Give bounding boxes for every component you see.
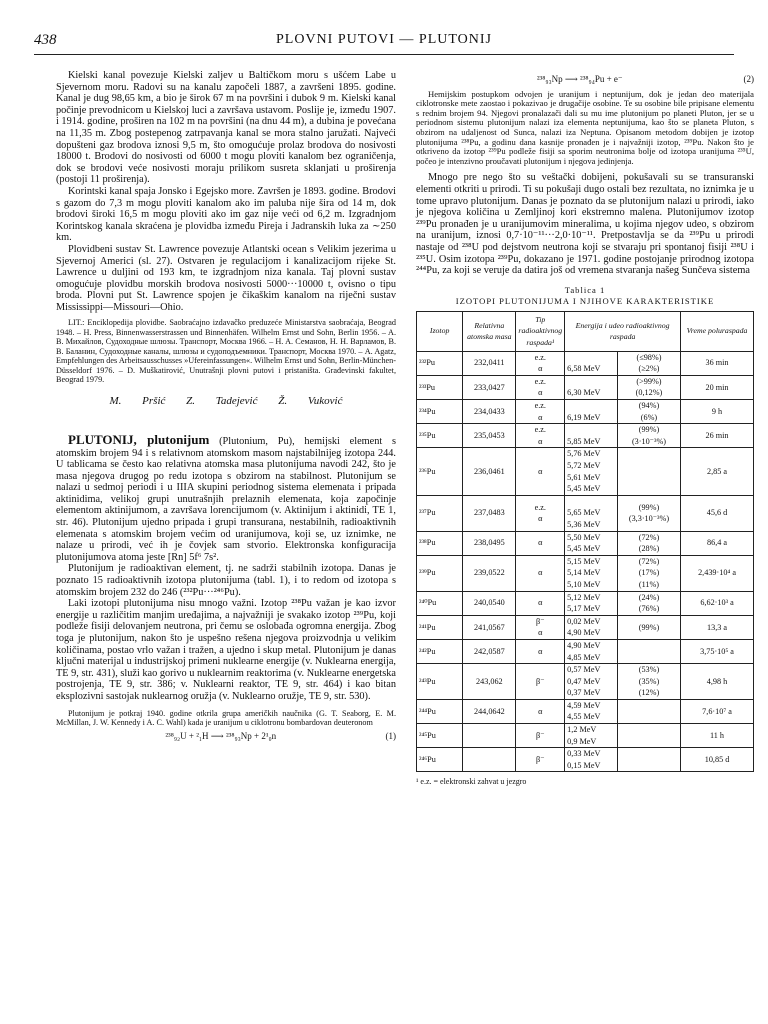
cell-share: (99%) bbox=[617, 615, 680, 639]
cell-decay: α bbox=[516, 699, 565, 723]
cell-halflife: 26 min bbox=[681, 424, 754, 448]
cell-decay: α bbox=[516, 448, 565, 495]
cell-decay: e.z. α bbox=[516, 400, 565, 424]
cell-isotope: ²³⁶Pu bbox=[417, 448, 463, 495]
cell-halflife: 11 h bbox=[681, 724, 754, 748]
cell-isotope: ²³³Pu bbox=[417, 375, 463, 399]
authors: M. Pršić Z. Tadejević Ž. Vuković bbox=[109, 395, 343, 408]
cell-mass bbox=[463, 748, 516, 772]
cell-mass: 242,0587 bbox=[463, 639, 516, 663]
th-half-life: Vreme poluraspada bbox=[681, 311, 754, 351]
cell-decay: β⁻ bbox=[516, 664, 565, 700]
cell-isotope: ²³⁸Pu bbox=[417, 531, 463, 555]
equation-1-formula: ²³⁸₉₂U + ²₁H ⟶ ²³⁸₉₃Np + 2¹₀n bbox=[165, 731, 277, 742]
cell-energy: 1,2 MeV 0,9 MeV bbox=[565, 724, 618, 748]
cell-isotope: ²⁴³Pu bbox=[417, 664, 463, 700]
cell-share: (99%) (3·10⁻³%) bbox=[617, 424, 680, 448]
lawrence-paragraph: Plovidbeni sustav St. Lawrence povezuje Atlantski ocean s Velikim jezerima u Sjevernoj Americi (sl. 27). Ostvaren je regulacijom i kanalizacijom rijeke St. Lawrence u duljini od 193 km, te izgradnjom niza kanala. Taj plovni sustav omogućuje plovidbu morskih brodova nosivosti 5000···10000 t, ovisno o tipu broda. Plovni put St. Lawrence spojen je čikaškim kanalom na riječni sustav Mississippi—Missouri—Ohio. bbox=[56, 243, 396, 313]
cell-share bbox=[617, 699, 680, 723]
cell-mass: 233,0427 bbox=[463, 375, 516, 399]
cell-halflife: 36 min bbox=[681, 351, 754, 375]
korint-paragraph: Korintski kanal spaja Jonsko i Egejsko more. Završen je 1893. godine. Brodovi s gazom do 7,3 m mogu ploviti kanalom ako im paluba nije šira od 14 m, dok brodovi široki 16,5 m mogu ploviti ako im gaz nije veći od 6,2 m. Izgradnjom Korintskog kanala skraćena je plovidba između Pireja i Jadranskih luka za ∼250 km. bbox=[56, 185, 396, 244]
table-caption bbox=[416, 285, 754, 308]
th-energy: Energija i udeo radioaktivnog raspada bbox=[565, 311, 681, 351]
cell-isotope: ²³⁷Pu bbox=[417, 495, 463, 531]
natural-plutonium: Mnogo pre nego što su veštački dobijeni, pokušavali su se transuranski elementi otkriti u prirodi. Ti su pokušaji dugo ostali bez rezultata, no iznimka je u tome upravo plutonijum. Danas je poznato da se plutonijum nalazi u prirodi, iako je njegova količina u Zemljinoj kori ekstremno malena. Plutonijumov izotop ²³⁹Pu pronađen je u uranijumovim mineralima, u kojima njegov udeo, s obzirom na uranijum, iznosi 0,7·10⁻¹¹···2,0·10⁻¹¹. Pretpostavlja se da ²³⁹Pu u prirodi nastaje od ²³⁸U pod dejstvom neutrona koji se stvaraju pri spontanoj fisiji ²³⁸U i ²³⁵U. Osim izotopa ²³⁹Pu, dokazano je 1971. godine postojanje prirodnog izotopa ²⁴⁴Pu, za koji se veruje da datira još od vremena stvaranja našeg Sunčeva sistema bbox=[416, 172, 754, 277]
cell-share bbox=[617, 724, 680, 748]
plutonij-radioactive: Plutonijum je radioaktivan element, tj. ne sadrži stabilnih izotopa. Danas je poznato 15 radioaktivnih izotopa plutonijuma (tabl. 1), i to redom od izotopa s atomskim brojem 232 do 246 (²³²Pu···²⁴⁶Pu). bbox=[56, 563, 396, 598]
right-column bbox=[416, 70, 754, 788]
cell-halflife: 13,3 a bbox=[681, 615, 754, 639]
cell-share: (72%) (28%) bbox=[617, 531, 680, 555]
cell-isotope: ²³⁵Pu bbox=[417, 424, 463, 448]
table-row bbox=[417, 555, 754, 591]
cell-decay: α bbox=[516, 531, 565, 555]
cell-share: (>99%) (0,12%) bbox=[617, 375, 680, 399]
cell-energy: 5,50 MeV 5,45 MeV bbox=[565, 531, 618, 555]
cell-energy: 5,15 MeV 5,14 MeV 5,10 MeV bbox=[565, 555, 618, 591]
plutonij-uses: Laki izotopi plutonijuma nisu mnogo važni. Izotop ²³⁸Pu važan je kao izvor energije u različitim manjim uređajima, a najvažniji je svakako izotop ²³⁹Pu, koji podleže fisiji delovanjem neutrona, pri čemu se oslobađa ogromna energija. Zbog toga je plutonijum, nakon što je uspešno rešena njegova proizvodnja u velikim količinama, postao vrlo važan i tražen, a ujedno i skup metal. Plutonijum je danas ključni materijal u industrijskoj primeni nuklearne energije (v. Nuklearna energija, TE 9, str. 431), služi kao gorivo u nuklearnim reaktorima (v. Nuklearne energetska postrojenja, TE 9, str. 386; v. Nuklearni reaktor, TE 9, str. 464) i kao bitan eksplozivni sastojak nuklearnog oružja (v. Nuklearno oružje, TE 9, str. 530). bbox=[56, 598, 396, 702]
table-row bbox=[417, 531, 754, 555]
cell-energy: 0,02 MeV 4,90 MeV bbox=[565, 615, 618, 639]
cell-isotope: ²³⁹Pu bbox=[417, 555, 463, 591]
plutonij-intro bbox=[56, 431, 396, 564]
cell-decay: α bbox=[516, 639, 565, 663]
table-row bbox=[417, 351, 754, 375]
cell-halflife: 6,62·10³ a bbox=[681, 591, 754, 615]
discovery-note: Plutonijum je potkraj 1940. godine otkrila grupa američkih naučnika (G. T. Seaborg, E. M. McMillan, J. W. Kennedy i A. C. Wahl) kada je uranijum u ciklotronu bombardovan deuteronom bbox=[56, 708, 396, 727]
left-column bbox=[56, 70, 396, 747]
equation-1 bbox=[56, 731, 396, 743]
cell-halflife: 45,6 d bbox=[681, 495, 754, 531]
cell-energy: 5,76 MeV 5,72 MeV 5,61 MeV 5,45 MeV bbox=[565, 448, 618, 495]
cell-isotope: ²⁴⁰Pu bbox=[417, 591, 463, 615]
cell-halflife: 9 h bbox=[681, 400, 754, 424]
page-number: 438 bbox=[34, 32, 57, 48]
cell-halflife: 20 min bbox=[681, 375, 754, 399]
cell-mass: 240,0540 bbox=[463, 591, 516, 615]
th-isotope: Izotop bbox=[417, 311, 463, 351]
cell-decay: e.z. α bbox=[516, 424, 565, 448]
equation-2-number: (2) bbox=[743, 74, 754, 84]
table-row bbox=[417, 639, 754, 663]
cell-share bbox=[617, 748, 680, 772]
cell-halflife: 4,98 h bbox=[681, 664, 754, 700]
cell-share bbox=[617, 448, 680, 495]
cell-energy: 5,12 MeV 5,17 MeV bbox=[565, 591, 618, 615]
table-row bbox=[417, 495, 754, 531]
cell-energy: 0,57 MeV 0,47 MeV 0,37 MeV bbox=[565, 664, 618, 700]
page-header bbox=[34, 32, 734, 55]
cell-halflife: 86,4 a bbox=[681, 531, 754, 555]
table-row bbox=[417, 448, 754, 495]
cell-halflife: 3,75·10⁵ a bbox=[681, 639, 754, 663]
cell-mass: 236,0461 bbox=[463, 448, 516, 495]
table-row bbox=[417, 664, 754, 700]
plutonij-heading: PLUTONIJ, plutonijum bbox=[68, 431, 210, 447]
cell-decay: α bbox=[516, 555, 565, 591]
cell-isotope: ²⁴¹Pu bbox=[417, 615, 463, 639]
cell-mass: 234,0433 bbox=[463, 400, 516, 424]
cell-energy: 0,33 MeV 0,15 MeV bbox=[565, 748, 618, 772]
cell-isotope: ²⁴⁶Pu bbox=[417, 748, 463, 772]
cell-energy: 4,90 MeV 4,85 MeV bbox=[565, 639, 618, 663]
equation-1-number: (1) bbox=[385, 731, 396, 742]
cell-decay: e.z. α bbox=[516, 351, 565, 375]
cell-share: (≤98%) (≥2%) bbox=[617, 351, 680, 375]
cell-energy: 5,85 MeV bbox=[565, 424, 618, 448]
cell-mass: 241,0567 bbox=[463, 615, 516, 639]
table-number: Tablica 1 bbox=[564, 284, 606, 295]
table-footnote: ¹ e.z. = elektronski zahvat u jezgro bbox=[416, 777, 527, 787]
cell-energy: 6,30 MeV bbox=[565, 375, 618, 399]
cell-mass: 239,0522 bbox=[463, 555, 516, 591]
cell-decay: e.z. α bbox=[516, 375, 565, 399]
cell-isotope: ²³⁴Pu bbox=[417, 400, 463, 424]
th-mass: Relativna atomska masa bbox=[463, 311, 516, 351]
table-row bbox=[417, 748, 754, 772]
cell-share: (99%) (3,3·10⁻³%) bbox=[617, 495, 680, 531]
cell-energy: 4,59 MeV 4,55 MeV bbox=[565, 699, 618, 723]
cell-halflife: 2,85 a bbox=[681, 448, 754, 495]
cell-halflife: 10,85 d bbox=[681, 748, 754, 772]
table-row bbox=[417, 699, 754, 723]
cell-isotope: ²⁴⁵Pu bbox=[417, 724, 463, 748]
table-header-row bbox=[417, 311, 754, 351]
table-title: IZOTOPI PLUTONIJUMA I NJIHOVE KARAKTERISTIKE bbox=[455, 296, 715, 307]
plutonij-intro-text: (Plutonium, Pu), hemijski element s atomskim brojem 94 i s relativnom atomskom masom najstabilnijeg izotopa 244. U tablicama se često kao relativna atomska masa plutonijuma navodi 242, što je masa njegova drugog po redu izotopa s obzirom na stabilnost. Plutonijum se nalazi u sedmoj periodi i u IIIA skupini periodnog sistema elemenata i pripada aktinidima, velikoj grupi unutrašnjih prelaznih elemenata, koja započinje elementom aktinijumom, a završava lorencijumom (v. Aktinijum i aktinidi, TE 1, str. 46). Plutonijum ujedno pripada i grupi transurana, nestabilnih, radioaktivnih elemenata s atomskim brojem većim od uranijumova, koji se, uz iznimke, ne nalaze u prirodi, već ih je čovjek sam stvorio. Elektronska konfiguracija plutonijumova atoma jeste [Rn] 5f⁶ 7s². bbox=[56, 435, 396, 563]
cell-halflife: 7,6·10⁷ a bbox=[681, 699, 754, 723]
cell-energy: 5,65 MeV 5,36 MeV bbox=[565, 495, 618, 531]
cell-share: (24%) (76%) bbox=[617, 591, 680, 615]
cell-isotope: ²⁴⁴Pu bbox=[417, 699, 463, 723]
table-row bbox=[417, 591, 754, 615]
cell-mass: 235,0453 bbox=[463, 424, 516, 448]
discovery-details: Hemijskim postupkom odvojen je uranijum i neptunijum, dok je jedan deo materijala ciklotronske mete zaostao i pokazivao je drugačije osobine. Te su osobine bile pripisane elementu s rednim brojem 94. Njegovi pronalazači dali su mu ime plutonijum po planeti Pluton, jer se u periodnom sistemu plutonijum nalazi iza elementa neptunijuma, kao što se planeta Pluton, s obzirom na udaljenost od Sunca, nalazi iza Neptuna. Opisanom metodom dobijen je izotop plutonijuma ²³⁸Pu, a godinu dana kasnije pronađen je i najvažniji izotop, ²³⁹Pu. Nakon što je otkriveno da izotop ²³⁹Pu podleže fisiji sa sporim neutronima bolje od izotopa uranijuma ²³⁵U, počeo je intenzivno proučavati plutonijum i njegova jedinjenja. bbox=[416, 88, 754, 166]
cell-decay: β⁻ bbox=[516, 724, 565, 748]
table-row bbox=[417, 615, 754, 639]
cell-share: (72%) (17%) (11%) bbox=[617, 555, 680, 591]
cell-share bbox=[617, 639, 680, 663]
cell-mass: 243,062 bbox=[463, 664, 516, 700]
kiel-paragraph: Kielski kanal povezuje Kielski zaljev u Baltičkom moru s ušćem Labe u Sjevernom moru. Radovi su na kanalu započeli 1887, a završeni 1895. godine. Kanal je dug 98,65 km, a bio je širok 67 m na površini i dubok 9 m. Kielski kanal počinje prevodnicom u Kielskoj luci a završava ustavom. Poslije je, između 1907. i 1914. godine, proširen na 102 m na površini (na dnu 44 m), a dubina je povećana na 11,35 m. Zbog postepenog zatrpavanja kanal se mora stalno jaružati. Najveći dopušteni gaz brodova iznosi 9,5 m, što omogućuje prolaz brodova do nosivosti 18000 t. Brodovi do nosivosti od 6000 t mogu ploviti kanalom bez ograničenja, dok se brodovi veće nosivosti moraju prilikom susreta sklanjati u proširenja (postoji 11 proširenja). bbox=[56, 70, 397, 186]
cell-energy: 6,58 MeV bbox=[565, 351, 618, 375]
equation-2-formula: ²³⁸₉₃Np ⟶ ²³⁸₉₄Pu + e⁻ bbox=[536, 74, 623, 84]
cell-mass: 238,0495 bbox=[463, 531, 516, 555]
cell-decay: β⁻ α bbox=[516, 615, 565, 639]
table-row bbox=[417, 424, 754, 448]
equation-2 bbox=[416, 74, 754, 86]
cell-decay: β⁻ bbox=[516, 748, 565, 772]
cell-energy: 6,19 MeV bbox=[565, 400, 618, 424]
table-row bbox=[417, 724, 754, 748]
literature: LIT.: Enciklopedija plovidbe. Saobraćajno izdavačko preduzeće Ministarstva saobraćaja, Beograd 1948. – H. Press, Binnenwasserstrassen und Binnenhäfen. Wilhelm Ernst und Sohn, Berlin 1956. – A. B. Михайлов, Судоходные шлюзы. Транспорт, Москва 1966. – H. A. Семанов, H. H. Варламов, B. B. Баланин, Судоходные каналы, шлюзы и судоподъемники. Транспорт, Москва 1970. – A. Agatz, Empfehlungen des Arbeitsausschusses »Ufereinfassungen«. Wilhelm Ernst und Sohn, Berlin-München-Düsseldorf 1976. – D. Muškatirović, Unutrašnji plovni putovi i pristaništa. Građevinski fakultet, Beograd 1979. bbox=[56, 318, 396, 384]
cell-halflife: 2,439·10⁴ a bbox=[681, 555, 754, 591]
cell-share: (94%) (6%) bbox=[617, 400, 680, 424]
isotopes-table bbox=[416, 311, 754, 773]
cell-isotope: ²³²Pu bbox=[417, 351, 463, 375]
table-row bbox=[417, 375, 754, 399]
running-title: PLOVNI PUTOVI — PLUTONIJ bbox=[276, 32, 492, 47]
cell-mass: 232,0411 bbox=[463, 351, 516, 375]
cell-mass: 244,0642 bbox=[463, 699, 516, 723]
th-decay-type: Tip radioaktivnog raspada¹ bbox=[516, 311, 565, 351]
cell-mass bbox=[463, 724, 516, 748]
cell-share: (53%) (35%) (12%) bbox=[617, 664, 680, 700]
cell-decay: e.z. α bbox=[516, 495, 565, 531]
cell-decay: α bbox=[516, 591, 565, 615]
cell-mass: 237,0483 bbox=[463, 495, 516, 531]
cell-isotope: ²⁴²Pu bbox=[417, 639, 463, 663]
table-row bbox=[417, 400, 754, 424]
